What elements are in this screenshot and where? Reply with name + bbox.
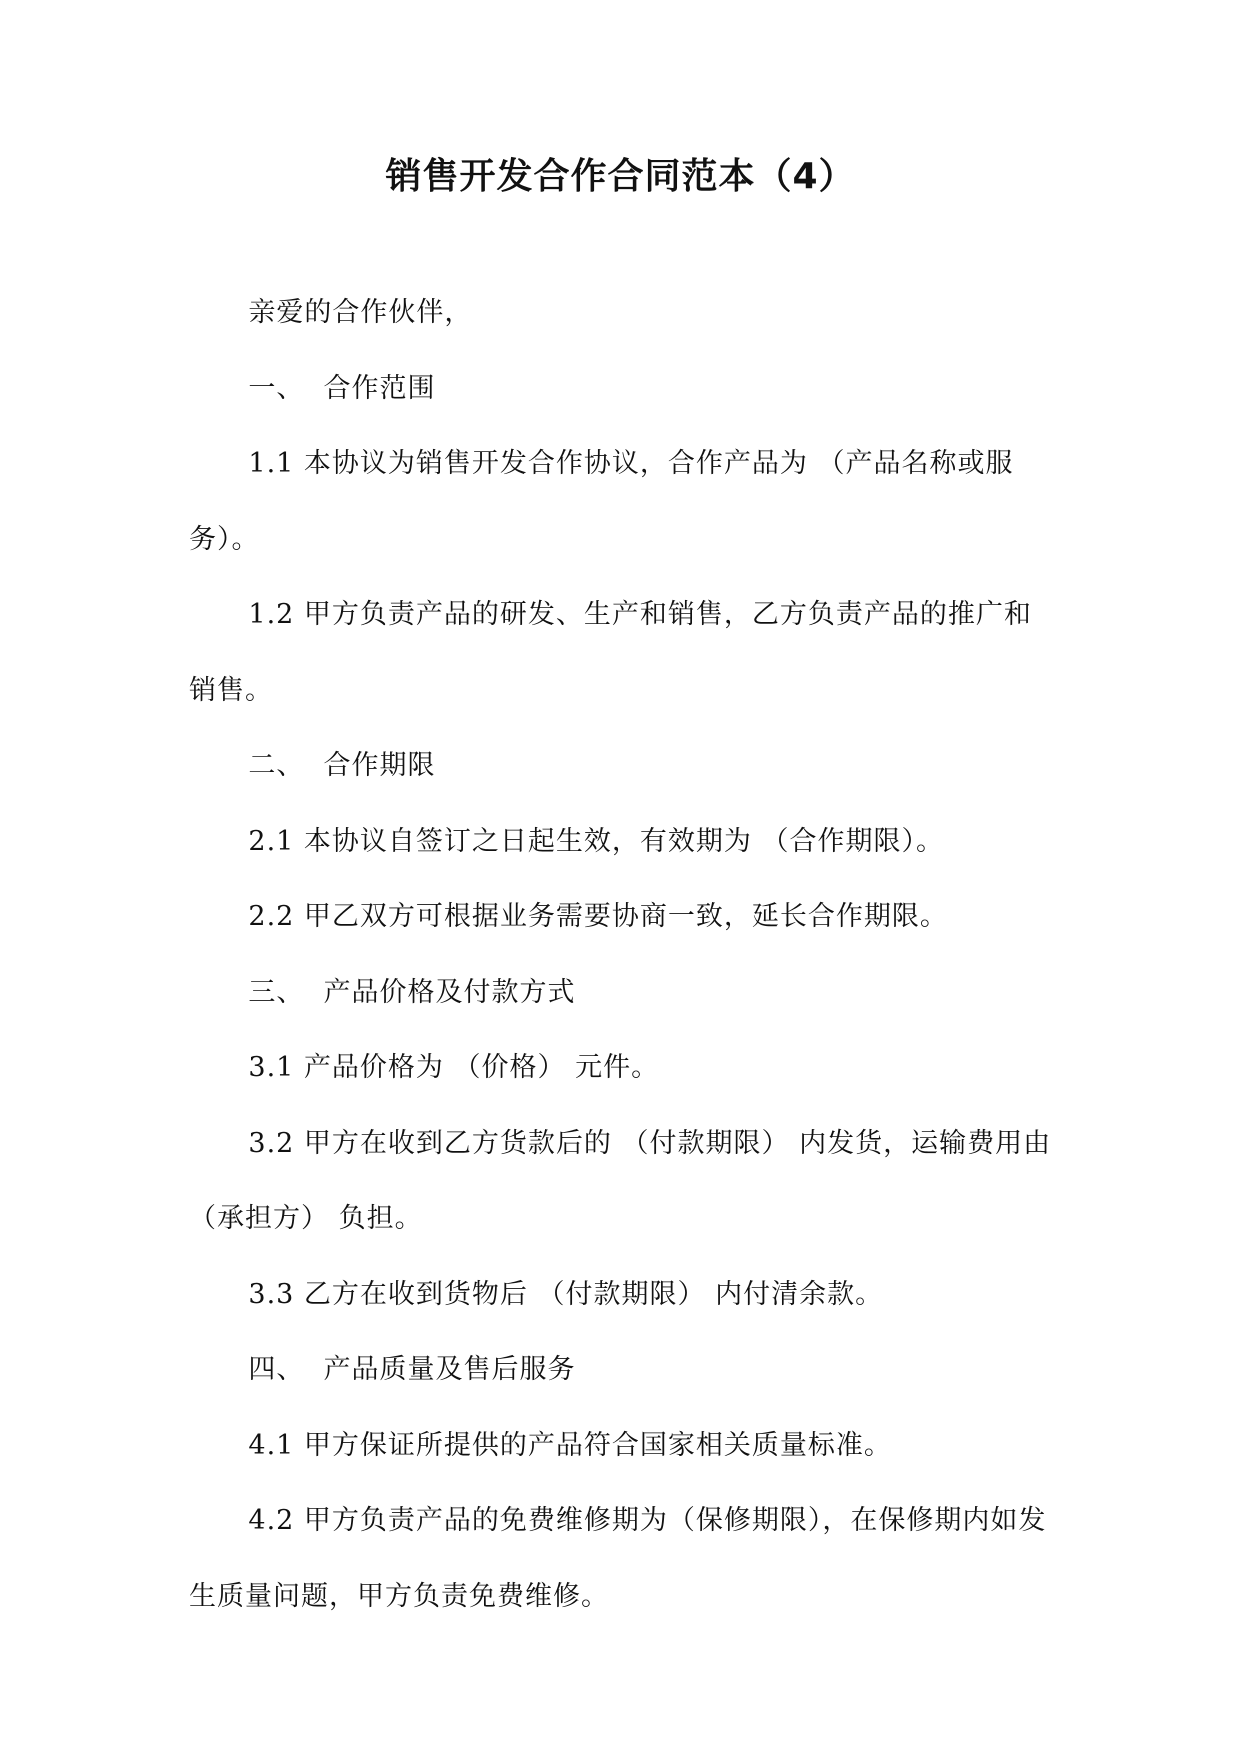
salutation: 亲爱的合作伙伴，	[248, 297, 473, 328]
clause-1-2: 1.2 甲方负责产品的研发、生产和销售，乙方负责产品的推广和销售。	[189, 599, 1032, 706]
clause-3-2: 3.2 甲方在收到乙方货款后的 （付款期限） 内发货，运输费用由 （承担方） 负担。	[189, 1127, 1061, 1234]
document-body	[189, 275, 1059, 1634]
section-heading-2: 二、 合作期限	[248, 750, 436, 781]
clause-4-1: 4.1 甲方保证所提供的产品符合国家相关质量标准。	[248, 1429, 892, 1461]
section-heading-3: 三、 产品价格及付款方式	[248, 976, 576, 1008]
section-heading-1: 一、 合作范围	[248, 372, 436, 404]
clause-3-3: 3.3 乙方在收到货物后 （付款期限） 内付清余款。	[248, 1278, 884, 1310]
clause-2-2: 2.2 甲乙双方可根据业务需要协商一致，延长合作期限。	[248, 901, 948, 932]
clause-2-1: 2.1 本协议自签订之日起生效，有效期为 （合作期限）。	[248, 825, 944, 857]
clause-1-1: 1.1 本协议为销售开发合作协议，合作产品为 （产品名称或服务）。	[189, 448, 1014, 555]
document-title: 销售开发合作合同范本（4）	[385, 156, 856, 197]
clause-3-1: 3.1 产品价格为 （价格） 元件。	[248, 1052, 660, 1083]
clause-4-2: 4.2 甲方负责产品的免费维修期为（保修期限），在保修期内如发生质量问题，甲方负责免费维修。	[189, 1505, 1047, 1612]
section-heading-4: 四、 产品质量及售后服务	[248, 1354, 576, 1385]
